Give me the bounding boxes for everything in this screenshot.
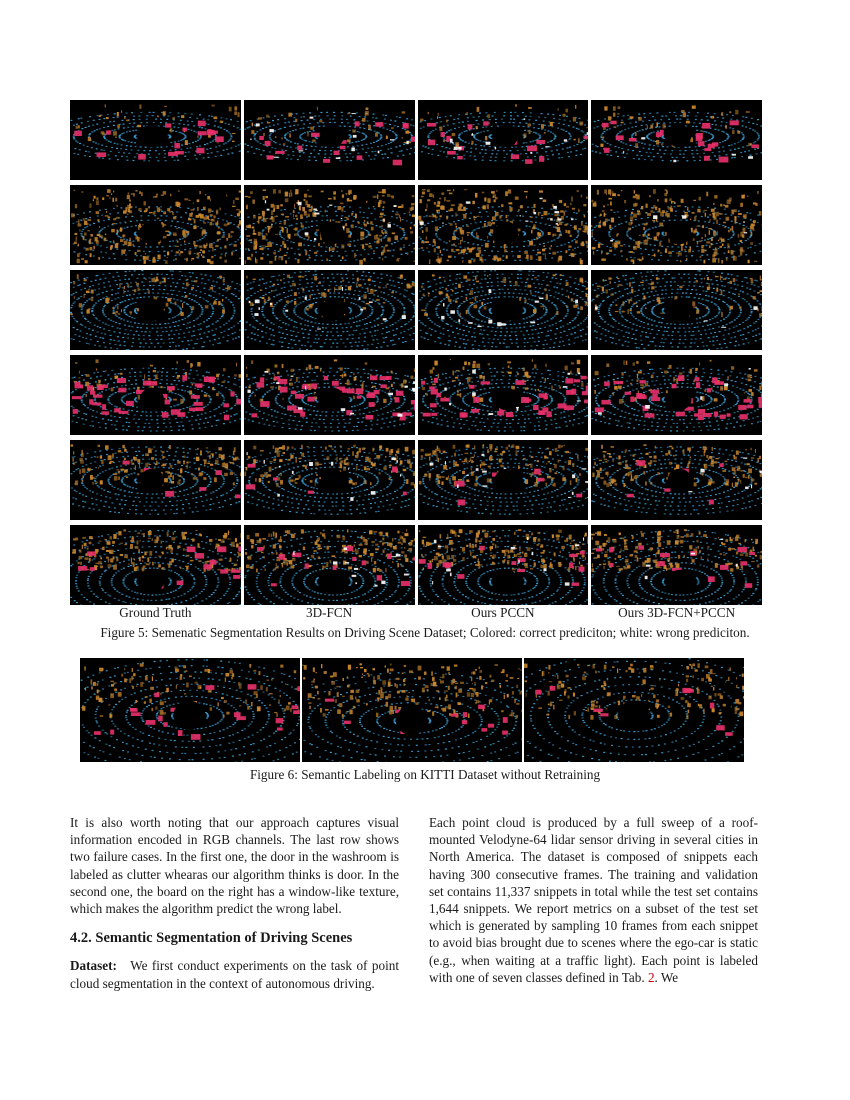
point-cloud-panel	[418, 525, 589, 605]
paragraph-text: We first conduct experiments on the task of point cloud segmentation in the context of autonomous driving.	[70, 958, 399, 991]
point-cloud-panel	[244, 100, 415, 180]
table-reference-link[interactable]: 2	[647, 969, 655, 985]
point-cloud-panel	[591, 525, 762, 605]
kitti-panel	[524, 658, 744, 762]
point-cloud-panel	[244, 270, 415, 350]
point-cloud-panel	[70, 440, 241, 520]
figure-6-strip	[80, 658, 744, 762]
paragraph	[429, 814, 758, 986]
point-cloud-panel	[244, 185, 415, 265]
paragraph: It is also worth noting that our approach captures visual information encoded in RGB channels. The last row shows two failure cases. In the first one, the door in the washroom is labeled as clutter whearas our algorithm thinks is door. In the second one, the board on the right has a window-like texture, which makes the algorithm predict the wrong label.	[70, 815, 399, 917]
column-label-3d-fcn: 3D-FCN	[306, 605, 353, 620]
section-heading: 4.2. Semantic Segmentation of Driving Scenes	[70, 930, 353, 947]
kitti-panel	[302, 658, 522, 762]
point-cloud-panel	[244, 525, 415, 605]
left-text-column	[70, 814, 399, 992]
paragraph-tail: . We	[654, 969, 679, 985]
column-label-ours-pccn: Ours PCCN	[471, 605, 535, 620]
figure-5-row	[70, 100, 762, 180]
figure-5-caption: Figure 5: Semenatic Segmentation Results on Driving Scene Dataset; Colored: correct prediciton; white: wrong prediciton.	[100, 625, 750, 640]
point-cloud-panel	[591, 185, 762, 265]
figure-5-grid	[70, 100, 762, 610]
point-cloud-panel	[591, 270, 762, 350]
right-text-column	[429, 814, 758, 986]
point-cloud-panel	[70, 355, 241, 435]
column-label-ours-combined: Ours 3D-FCN+PCCN	[618, 605, 736, 620]
point-cloud-panel	[591, 100, 762, 180]
run-in-heading: Dataset:	[70, 958, 117, 974]
point-cloud-panel	[418, 270, 589, 350]
paragraph-text: Each point cloud is produced by a full sweep of a roof-mounted Velodyne-64 lidar sensor driving in several cities in North America. The dataset is composed of snippets each having 300 consecutive frames. The training and validation set contains 11,337 snippets in total while the test set contains 1,644 snippets. We report metrics on a subset of the test set which is generated by sampling 10 frames from each snippet to avoid bias brought due to scenes where the ego-car is static (e.g., when waiting at a traffic light). Each point is labeled with one of seven classes defined in Tab.	[429, 815, 758, 985]
figure-5-row	[70, 355, 762, 435]
point-cloud-panel	[591, 440, 762, 520]
figure-5-row	[70, 440, 762, 520]
kitti-panel	[80, 658, 300, 762]
point-cloud-panel	[70, 270, 241, 350]
point-cloud-panel	[418, 185, 589, 265]
paragraph	[70, 957, 399, 991]
point-cloud-panel	[70, 185, 241, 265]
point-cloud-panel	[244, 440, 415, 520]
figure-5-row	[70, 185, 762, 265]
point-cloud-panel	[70, 525, 241, 605]
point-cloud-panel	[70, 100, 241, 180]
point-cloud-panel	[418, 440, 589, 520]
figure-6-caption: Figure 6: Semantic Labeling on KITTI Dataset without Retraining	[249, 767, 601, 782]
point-cloud-panel	[591, 355, 762, 435]
figure-5-row	[70, 525, 762, 605]
point-cloud-panel	[418, 100, 589, 180]
column-label-ground-truth: Ground Truth	[119, 605, 192, 620]
point-cloud-panel	[244, 355, 415, 435]
figure-5-column-labels	[70, 605, 762, 621]
point-cloud-panel	[418, 355, 589, 435]
figure-5-row	[70, 270, 762, 350]
